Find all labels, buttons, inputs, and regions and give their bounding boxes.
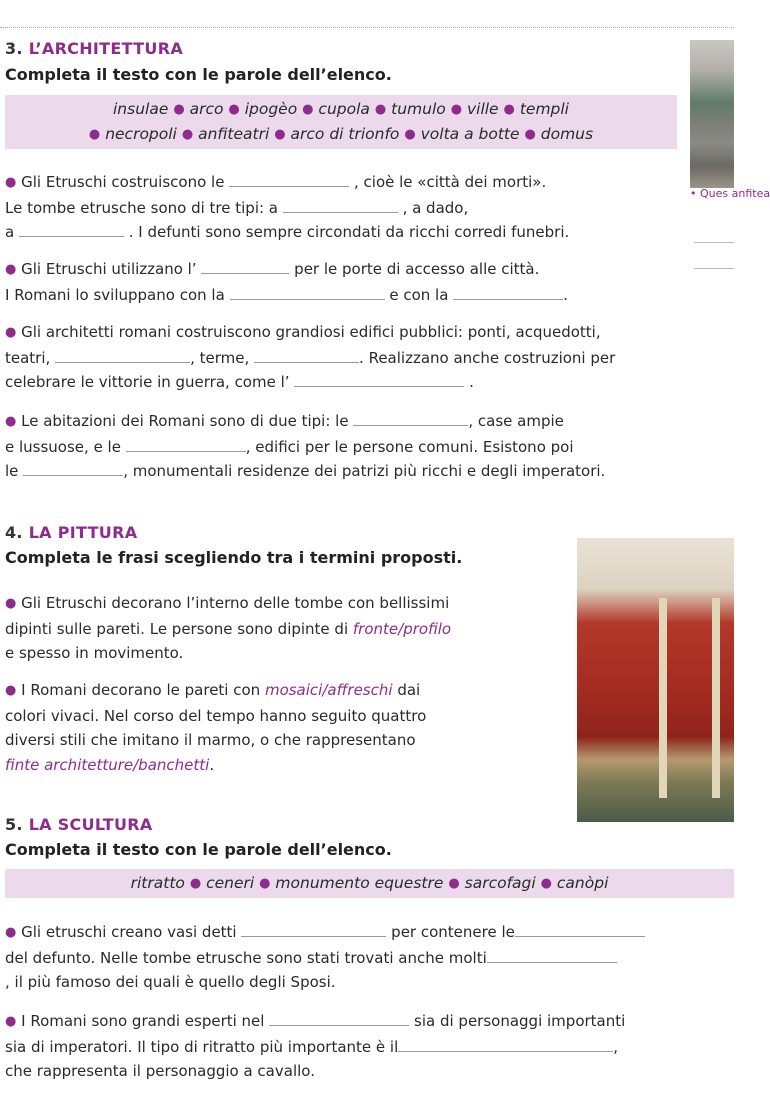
word: tumulo <box>391 100 446 118</box>
answer-blank[interactable] <box>55 349 190 363</box>
bullet-icon: ● <box>404 127 416 142</box>
answer-blank[interactable] <box>241 923 386 937</box>
section-5-number: 5. <box>5 815 23 834</box>
section-3-number: 3. <box>5 39 23 58</box>
choice-option[interactable]: finte architetture/banchetti <box>5 755 210 774</box>
bullet-icon: ● <box>302 102 314 117</box>
section-4-paragraph-1: ● Gli Etruschi decorano l’interno delle tombe con bellissimi dipinti sulle pareti. Le persone sono dipinte di fronte/profilo e spesso in movimento. <box>5 594 452 662</box>
bullet-icon: ● <box>5 262 17 277</box>
bullet-icon: ● <box>503 102 515 117</box>
word: templi <box>519 100 569 118</box>
section-5-title: LA SCULTURA <box>28 815 153 834</box>
section-3-paragraph-1: ● Gli Etruschi costruiscono le , cioè le «città dei morti». Le tombe etrusche sono di tre tipi: a , a dado, a . I defunti sono sempre circondati da ricchi corredi funebri. <box>5 173 570 241</box>
answer-blank[interactable] <box>269 1012 409 1026</box>
section-3-title: L’ARCHITETTURA <box>28 39 184 58</box>
bullet-icon: ● <box>88 127 101 142</box>
answer-blank[interactable] <box>487 949 617 963</box>
answer-blank[interactable] <box>254 349 359 363</box>
answer-blank[interactable] <box>23 462 123 476</box>
photo-caption: • Ques anfitea <box>690 187 770 200</box>
word: sarcofagi <box>464 874 536 892</box>
section-4-paragraph-2: ● I Romani decorano le pareti con mosaici/affreschi dai colori vivaci. Nel corso del tempo hanno seguito quattro diversi stili che imitano il marmo, o che rappresentano finte architetture/banchetti. <box>5 681 427 774</box>
section-5-paragraph-2: ● I Romani sono grandi esperti nel sia di personaggi importanti sia di imperatori. Il tipo di ritratto più importante è il , che rappresenta il personaggio a cavallo. <box>5 1012 626 1080</box>
bullet-icon: ● <box>5 596 17 611</box>
fresco-photo <box>577 538 734 822</box>
city-photo <box>690 40 734 188</box>
answer-blank[interactable] <box>126 438 246 452</box>
section-3-paragraph-3: ● Gli architetti romani costruiscono grandiosi edifici pubblici: ponti, acquedotti, teatri, , terme, . Realizzano anche costruzioni per celebrare le vittorie in guerra, come l’ . <box>5 323 616 391</box>
word: volta a botte <box>420 125 520 143</box>
answer-blank[interactable] <box>229 173 349 187</box>
bullet-icon: ● <box>5 325 17 340</box>
section-4-instruction: Completa le frasi scegliendo tra i termini proposti. <box>5 548 463 567</box>
bullet-icon: ● <box>5 1014 17 1029</box>
section-5-paragraph-1: ● Gli etruschi creano vasi detti per contenere le del defunto. Nelle tombe etrusche sono stati trovati anche molti , il più famoso dei quali è quello degli Sposi. <box>5 920 733 995</box>
section-3-paragraph-2: ● Gli Etruschi utilizzano l’ per le porte di accesso alle città. I Romani lo sviluppano con la e con la . <box>5 260 568 304</box>
word: cupola <box>318 100 370 118</box>
word: insulae <box>113 100 169 118</box>
bullet-icon: ● <box>5 925 17 940</box>
section-3-instruction: Completa il testo con le parole dell’elenco. <box>5 65 392 84</box>
bullet-icon: ● <box>524 127 536 142</box>
section-5-heading <box>5 815 153 834</box>
section-3-heading <box>5 39 183 58</box>
bullet-icon: ● <box>448 876 460 891</box>
word: arco di trionfo <box>290 125 400 143</box>
answer-blank[interactable] <box>201 260 289 274</box>
bullet-icon: ● <box>173 102 185 117</box>
fresco-column <box>712 598 720 798</box>
word: monumento equestre <box>275 874 444 892</box>
choice-option[interactable]: mosaici/affreschi <box>264 681 393 699</box>
section-5-word-list <box>5 869 734 898</box>
bullet-icon: ● <box>374 102 387 117</box>
answer-blank[interactable] <box>398 1038 613 1052</box>
section-3-word-list <box>5 95 677 149</box>
bullet-icon: ● <box>228 102 240 117</box>
bullet-icon: ● <box>181 127 194 142</box>
word: ville <box>466 100 499 118</box>
section-4-number: 4. <box>5 523 23 542</box>
section-3-paragraph-4: ● Le abitazioni dei Romani sono di due tipi: le , case ampie e lussuose, e le , edifici per le persone comuni. Esistono poi le , monumentali residenze dei patrizi più ricchi e degli imperatori. <box>5 412 606 480</box>
word: anfiteatri <box>198 125 270 143</box>
section-4-heading <box>5 523 137 542</box>
bullet-icon: ● <box>189 876 202 891</box>
word: arco <box>189 100 224 118</box>
caption-blank <box>694 268 734 269</box>
word: ipogèo <box>244 100 298 118</box>
answer-blank[interactable] <box>283 199 398 213</box>
caption-blank <box>694 242 734 243</box>
section-5-instruction: Completa il testo con le parole dell’elenco. <box>5 840 392 859</box>
word: necropoli <box>105 125 177 143</box>
bullet-icon: ● <box>259 876 271 891</box>
answer-blank[interactable] <box>230 286 385 300</box>
bullet-icon: ● <box>540 876 552 891</box>
bullet-icon: ● <box>450 102 463 117</box>
answer-blank[interactable] <box>19 223 124 237</box>
bullet-icon: ● <box>274 127 286 142</box>
word: canòpi <box>556 874 609 892</box>
section-4-title: LA PITTURA <box>28 523 138 542</box>
word: ritratto <box>130 874 185 892</box>
bullet-icon: ● <box>5 414 17 429</box>
word: domus <box>540 125 594 143</box>
top-divider <box>0 27 734 28</box>
answer-blank[interactable] <box>294 373 464 387</box>
fresco-column <box>659 598 667 798</box>
word: ceneri <box>206 874 255 892</box>
bullet-icon: ● <box>5 175 17 190</box>
answer-blank[interactable] <box>453 286 563 300</box>
choice-option[interactable]: fronte/profilo <box>352 619 452 638</box>
answer-blank[interactable] <box>353 412 468 426</box>
bullet-icon: ● <box>5 683 17 698</box>
answer-blank[interactable] <box>515 923 645 937</box>
